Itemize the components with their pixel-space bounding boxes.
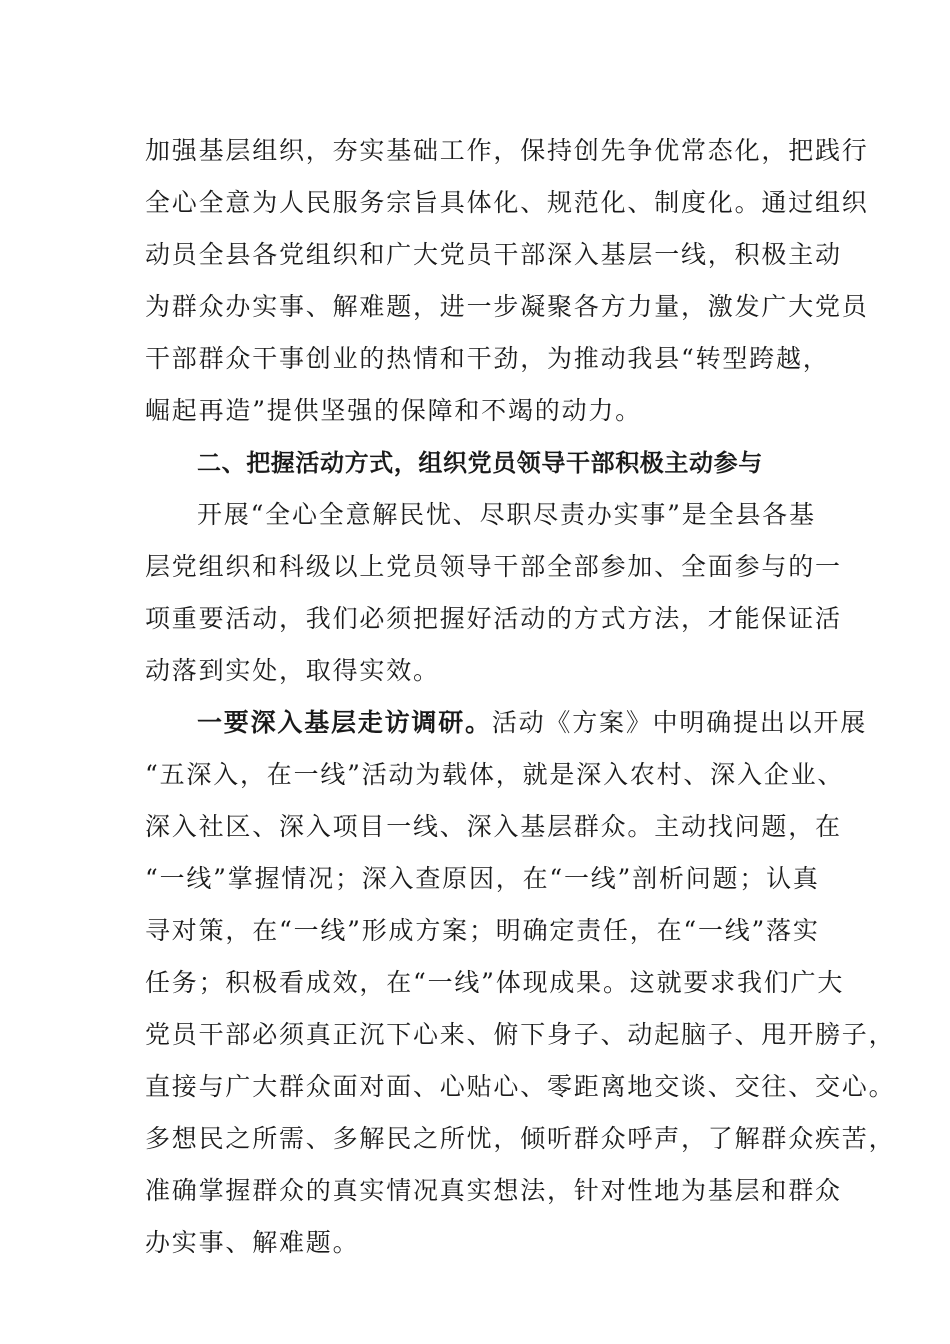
text-line: 办实事、解难题。 (145, 1228, 360, 1257)
text-line: 干部群众干事创业的热情和干劲，为推动我县“转型跨越， (145, 344, 830, 373)
text-line: “一线”掌握情况；深入查原因，在“一线”剖析问题；认真 (145, 864, 820, 893)
text-line: 寻对策，在“一线”形成方案；明确定责任，在“一线”落实 (145, 916, 820, 945)
text-line: 党员干部必须真正沉下心来、俯下身子、动起脑子、甩开膀子， (145, 1020, 896, 1049)
text-segment: 活动《方案》中明确提出以开展 (491, 708, 868, 737)
text-line: 深入社区、深入项目一线、深入基层群众。主动找问题，在 (145, 812, 842, 841)
text-line: 层党组织和科级以上党员领导干部全部参加、全面参与的一 (145, 552, 842, 581)
text-line: 崛起再造”提供坚强的保障和不竭的动力。 (145, 396, 642, 425)
text-line: 为群众办实事、解难题，进一步凝聚各方力量，激发广大党员 (145, 292, 869, 321)
text-line: 任务；积极看成效，在“一线”体现成果。这就要求我们广大 (145, 968, 845, 997)
text-line: 加强基层组织，夯实基础工作，保持创先争优常态化，把践行 (145, 136, 869, 165)
section-heading: 二、把握活动方式，组织党员领导干部积极主动参与 (197, 449, 763, 477)
document-body (145, 125, 896, 1269)
text-line: 多想民之所需、多解民之所忧，倾听群众呼声，了解群众疾苦， (145, 1124, 896, 1153)
text-line (145, 697, 868, 749)
text-line: 开展“全心全意解民忧、尽职尽责办实事”是全县各基 (197, 500, 816, 529)
paragraph-intro (145, 125, 869, 437)
text-line: 全心全意为人民服务宗旨具体化、规范化、制度化。通过组织 (145, 188, 869, 217)
text-line: 动落到实处，取得实效。 (145, 656, 440, 685)
paragraph-field-research (145, 697, 896, 1269)
paragraph-lead: 一要深入基层走访调研。 (197, 708, 492, 737)
text-line: 准确掌握群众的真实情况真实想法，针对性地为基层和群众 (145, 1176, 842, 1205)
text-line: 项重要活动，我们必须把握好活动的方式方法，才能保证活 (145, 604, 842, 633)
text-line: “五深入，在一线”活动为载体，就是深入农村、深入企业、 (145, 760, 845, 789)
text-line: 动员全县各党组织和广大党员干部深入基层一线，积极主动 (145, 240, 842, 269)
paragraph-activity-overview (145, 489, 842, 697)
text-line: 直接与广大群众面对面、心贴心、零距离地交谈、交往、交心。 (145, 1072, 896, 1101)
